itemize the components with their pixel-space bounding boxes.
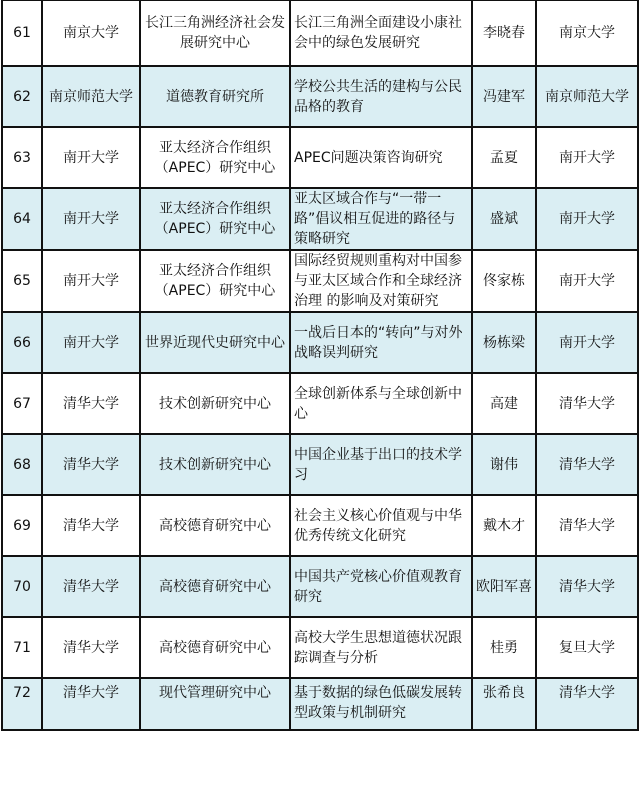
affiliation-cell: 清华大学 — [536, 556, 638, 617]
project-topic-cell: APEC问题决策咨询研究 — [290, 127, 472, 188]
research-center-cell: 现代管理研究中心 — [140, 678, 290, 730]
affiliation-cell: 清华大学 — [536, 434, 638, 495]
table-row — [2, 0, 638, 66]
affiliation-cell: 清华大学 — [536, 495, 638, 556]
university-cell: 南京大学 — [42, 0, 140, 66]
university-cell: 南开大学 — [42, 312, 140, 373]
row-number-cell: 66 — [2, 312, 42, 373]
research-center-cell: 技术创新研究中心 — [140, 434, 290, 495]
table-row — [2, 495, 638, 556]
project-topic-cell: 国际经贸规则重构对中国参与亚太区域合作和全球经济治理 的影响及对策研究 — [290, 250, 472, 312]
affiliation-cell: 南京大学 — [536, 0, 638, 66]
research-center-cell: 高校德育研究中心 — [140, 556, 290, 617]
affiliation-cell: 南开大学 — [536, 250, 638, 312]
project-topic-cell: 学校公共生活的建构与公民品格的教育 — [290, 66, 472, 127]
affiliation-cell: 南开大学 — [536, 127, 638, 188]
table-row — [2, 66, 638, 127]
table-row — [2, 434, 638, 495]
affiliation-cell: 南京师范大学 — [536, 66, 638, 127]
principal-investigator-cell: 盛斌 — [472, 188, 536, 250]
row-number-cell: 64 — [2, 188, 42, 250]
row-number-cell: 67 — [2, 373, 42, 434]
affiliation-cell: 清华大学 — [536, 678, 638, 730]
table-row — [2, 250, 638, 312]
university-cell: 清华大学 — [42, 617, 140, 678]
projects-table-body — [2, 0, 638, 730]
project-topic-cell: 社会主义核心价值观与中华优秀传统文化研究 — [290, 495, 472, 556]
principal-investigator-cell: 孟夏 — [472, 127, 536, 188]
principal-investigator-cell: 桂勇 — [472, 617, 536, 678]
project-topic-cell: 高校大学生思想道德状况跟踪调查与分析 — [290, 617, 472, 678]
row-number-cell: 69 — [2, 495, 42, 556]
row-number-cell: 68 — [2, 434, 42, 495]
project-topic-cell: 中国共产党核心价值观教育研究 — [290, 556, 472, 617]
row-number-cell: 71 — [2, 617, 42, 678]
affiliation-cell: 清华大学 — [536, 373, 638, 434]
principal-investigator-cell: 戴木才 — [472, 495, 536, 556]
principal-investigator-cell: 佟家栋 — [472, 250, 536, 312]
university-cell: 清华大学 — [42, 434, 140, 495]
row-number-cell: 63 — [2, 127, 42, 188]
university-cell: 南开大学 — [42, 188, 140, 250]
university-cell: 清华大学 — [42, 678, 140, 730]
projects-table — [1, 0, 639, 731]
table-row — [2, 556, 638, 617]
table-row — [2, 188, 638, 250]
project-topic-cell: 中国企业基于出口的技术学习 — [290, 434, 472, 495]
table-row — [2, 312, 638, 373]
project-topic-cell: 全球创新体系与全球创新中心 — [290, 373, 472, 434]
university-cell: 南开大学 — [42, 250, 140, 312]
research-center-cell: 亚太经济合作组织（APEC）研究中心 — [140, 188, 290, 250]
research-center-cell: 世界近现代史研究中心 — [140, 312, 290, 373]
university-cell: 清华大学 — [42, 373, 140, 434]
affiliation-cell: 南开大学 — [536, 312, 638, 373]
table-row — [2, 373, 638, 434]
research-center-cell: 亚太经济合作组织（APEC）研究中心 — [140, 127, 290, 188]
principal-investigator-cell: 杨栋梁 — [472, 312, 536, 373]
row-number-cell: 62 — [2, 66, 42, 127]
university-cell: 南京师范大学 — [42, 66, 140, 127]
project-topic-cell: 一战后日本的“转向”与对外战略误判研究 — [290, 312, 472, 373]
table-row — [2, 617, 638, 678]
row-number-cell: 61 — [2, 0, 42, 66]
row-number-cell: 70 — [2, 556, 42, 617]
university-cell: 清华大学 — [42, 495, 140, 556]
project-topic-cell: 长江三角洲全面建设小康社会中的绿色发展研究 — [290, 0, 472, 66]
affiliation-cell: 南开大学 — [536, 188, 638, 250]
table-row — [2, 678, 638, 730]
project-topic-cell: 亚太区域合作与“一带一路”倡议相互促进的路径与策略研究 — [290, 188, 472, 250]
principal-investigator-cell: 李晓春 — [472, 0, 536, 66]
principal-investigator-cell: 谢伟 — [472, 434, 536, 495]
row-number-cell: 65 — [2, 250, 42, 312]
principal-investigator-cell: 高建 — [472, 373, 536, 434]
university-cell: 南开大学 — [42, 127, 140, 188]
university-cell: 清华大学 — [42, 556, 140, 617]
research-center-cell: 长江三角洲经济社会发展研究中心 — [140, 0, 290, 66]
research-center-cell: 亚太经济合作组织（APEC）研究中心 — [140, 250, 290, 312]
affiliation-cell: 复旦大学 — [536, 617, 638, 678]
principal-investigator-cell: 冯建军 — [472, 66, 536, 127]
research-center-cell: 高校德育研究中心 — [140, 617, 290, 678]
principal-investigator-cell: 张希良 — [472, 678, 536, 730]
research-center-cell: 道德教育研究所 — [140, 66, 290, 127]
row-number-cell: 72 — [2, 678, 42, 730]
table-row — [2, 127, 638, 188]
principal-investigator-cell: 欧阳军喜 — [472, 556, 536, 617]
research-center-cell: 技术创新研究中心 — [140, 373, 290, 434]
research-center-cell: 高校德育研究中心 — [140, 495, 290, 556]
project-topic-cell: 基于数据的绿色低碳发展转型政策与机制研究 — [290, 678, 472, 730]
